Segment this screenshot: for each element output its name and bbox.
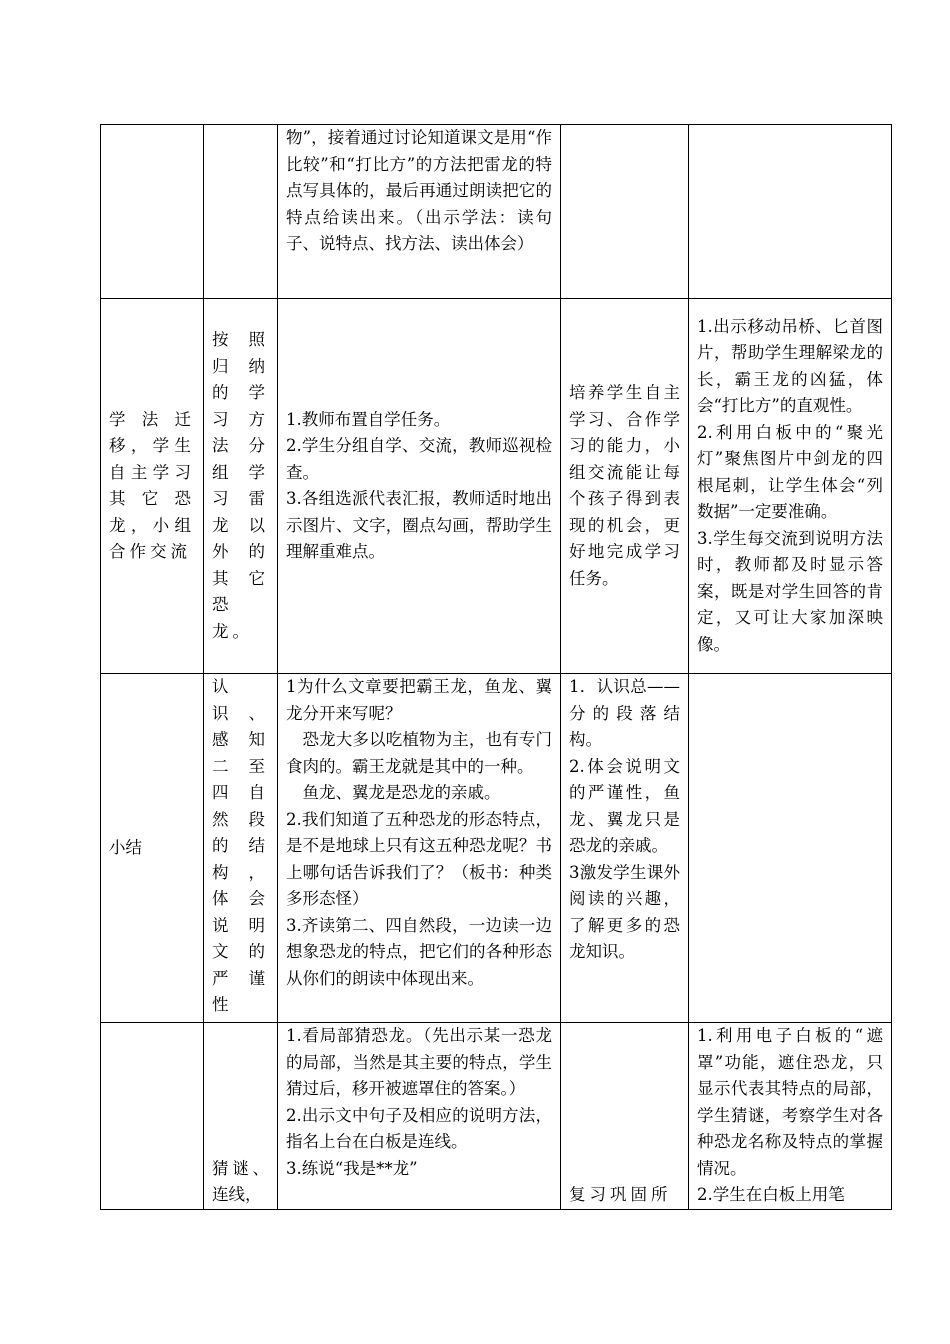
media-text: 2.利用白板中的“聚光灯”聚焦图片中剑龙的四根尾刺，让学生体会“列数据”一定要准确。 (697, 422, 883, 522)
intent-cell (561, 299, 689, 674)
table-row (101, 299, 892, 674)
activity-cell (278, 1023, 561, 1210)
lesson-plan-table (100, 124, 892, 1210)
stage-cell (101, 299, 204, 674)
table-row (101, 125, 892, 299)
intent-text: 培养学生自主学习、合作学习的能力，小组交流能让每个孩子得到表现的机会，更好地完成学习任务。 (569, 383, 680, 588)
media-text: 1.利用电子白板的“遮罩”功能，遮住恐龙，只显示代表其特点的局部，学生猜谜，考察学生对各种恐龙名称及特点的掌握情况。 (697, 1026, 883, 1178)
activity-text: 物”，接着通过讨论知道课文是用“作比较”和“打比方”的方法把雷龙的特点写具体的，最后再通过朗读把它的特点给读出来。（出示学法：读句子、说特点、找方法、读出体会） (286, 128, 552, 253)
table-row (101, 1023, 892, 1210)
activity-text: 3.齐读第二、四自然段，一边读一边想象恐龙的特点，把它们的各种形态从你们的朗读中体现出来。 (286, 915, 552, 988)
activity-cell (278, 674, 561, 1023)
table-row (101, 674, 892, 1023)
design-cell (204, 1023, 278, 1210)
activity-cell (278, 299, 561, 674)
stage-text: 小结 (109, 837, 142, 857)
media-text: 1.出示移动吊桥、匕首图片，帮助学生理解梁龙的长，霸王龙的凶猛，体会“打比方”的直观性。 (697, 316, 883, 416)
activity-text: 3.各组选派代表汇报，教师适时地出示图片、文字，圈点勾画，帮助学生理解重难点。 (286, 489, 552, 561)
activity-text: 恐龙大多以吃植物为主，也有专门食肉的。霸王龙就是其中的一种。 (286, 730, 552, 776)
activity-text: 鱼龙、翼龙是恐龙的亲戚。 (302, 783, 501, 802)
design-cell (204, 674, 278, 1023)
activity-text: 1.看局部猜恐龙。（先出示某一恐龙的局部，当然是其主要的特点，学生猜过后，移开被遮罩住的答案。） (286, 1026, 552, 1098)
media-cell (689, 299, 892, 674)
activity-text: 3.练说“我是**龙” (286, 1158, 418, 1178)
design-cell (204, 299, 278, 674)
intent-text: 1．认识总——分的段落结构。 (569, 677, 680, 749)
activity-text: 2.我们知道了五种恐龙的形态特点，是不是地球上只有这五种恐龙呢？书上哪句话告诉我们了？（板书：种类多形态怪） (286, 809, 552, 908)
intent-text: 复习巩固所 (569, 1185, 672, 1204)
media-text: 3.学生每交流到说明方法时，教师都及时显示答案，既是对学生回答的肯定，又可让大家加深映像。 (697, 528, 883, 654)
stage-cell (101, 1023, 204, 1210)
design-cell (204, 125, 278, 299)
activity-text: 2.出示文中句子及相应的说明方法，指名上台在白板是连线。 (286, 1105, 552, 1151)
design-text: 猜谜、连线， (212, 1158, 269, 1204)
activity-cell (278, 125, 561, 299)
stage-cell (101, 125, 204, 299)
intent-cell (561, 1023, 689, 1210)
design-text: 认识、感知二至四自然段的结构，体会说明文的严谨性 (212, 677, 269, 1014)
intent-cell (561, 674, 689, 1023)
media-cell (689, 674, 892, 1023)
activity-text: 1.教师布置自学任务。 (286, 409, 451, 429)
activity-text: 2.学生分组自学、交流，教师巡视检查。 (286, 436, 552, 482)
intent-text: 2.体会说明文的严谨性，鱼龙、翼龙只是恐龙的亲戚。 (569, 756, 680, 855)
stage-cell (101, 674, 204, 1023)
media-cell (689, 125, 892, 299)
design-text: 按照归纳的学习方法分组学习雷龙以外的其它恐龙。 (212, 330, 269, 641)
activity-text: 1为什么文章要把霸王龙，鱼龙、翼龙分开来写呢？ (286, 677, 552, 723)
intent-cell (561, 125, 689, 299)
media-cell (689, 1023, 892, 1210)
intent-text: 3激发学生课外阅读的兴趣，了解更多的恐龙知识。 (569, 862, 680, 961)
stage-text: 学法迁移，学生自主学习其它恐龙，小组合作交流 (109, 409, 195, 561)
media-text: 2.学生在白板上用笔 (697, 1185, 845, 1204)
